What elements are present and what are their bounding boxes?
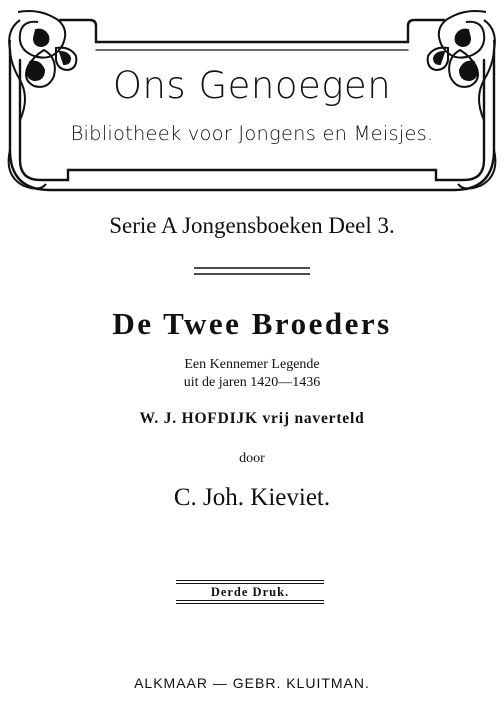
book-title: De Twee Broeders: [112, 306, 392, 341]
edition-label: Derde Druk.: [210, 585, 290, 599]
by-label: door: [239, 451, 265, 466]
double-rule: [194, 268, 310, 274]
library-title: Ons Genoegen: [112, 64, 392, 107]
header-ornament-frame: [0, 0, 504, 300]
publisher-line: ALKMAAR — GEBR. KLUITMAN.: [134, 675, 370, 691]
library-subtitle: Bibliotheek voor Jongens en Meisjes.: [70, 122, 434, 145]
series-line: Serie A Jongensboeken Deel 3.: [109, 213, 395, 238]
edition-box: [176, 580, 324, 604]
author-name: C. Joh. Kieviet.: [173, 484, 331, 511]
book-subtitle-line1: Een Kennemer Legende: [184, 357, 320, 372]
adapted-from-line: W. J. HOFDIJK vrij naverteld: [139, 410, 365, 427]
book-subtitle-line2: uit de jaren 1420—1436: [183, 375, 321, 390]
